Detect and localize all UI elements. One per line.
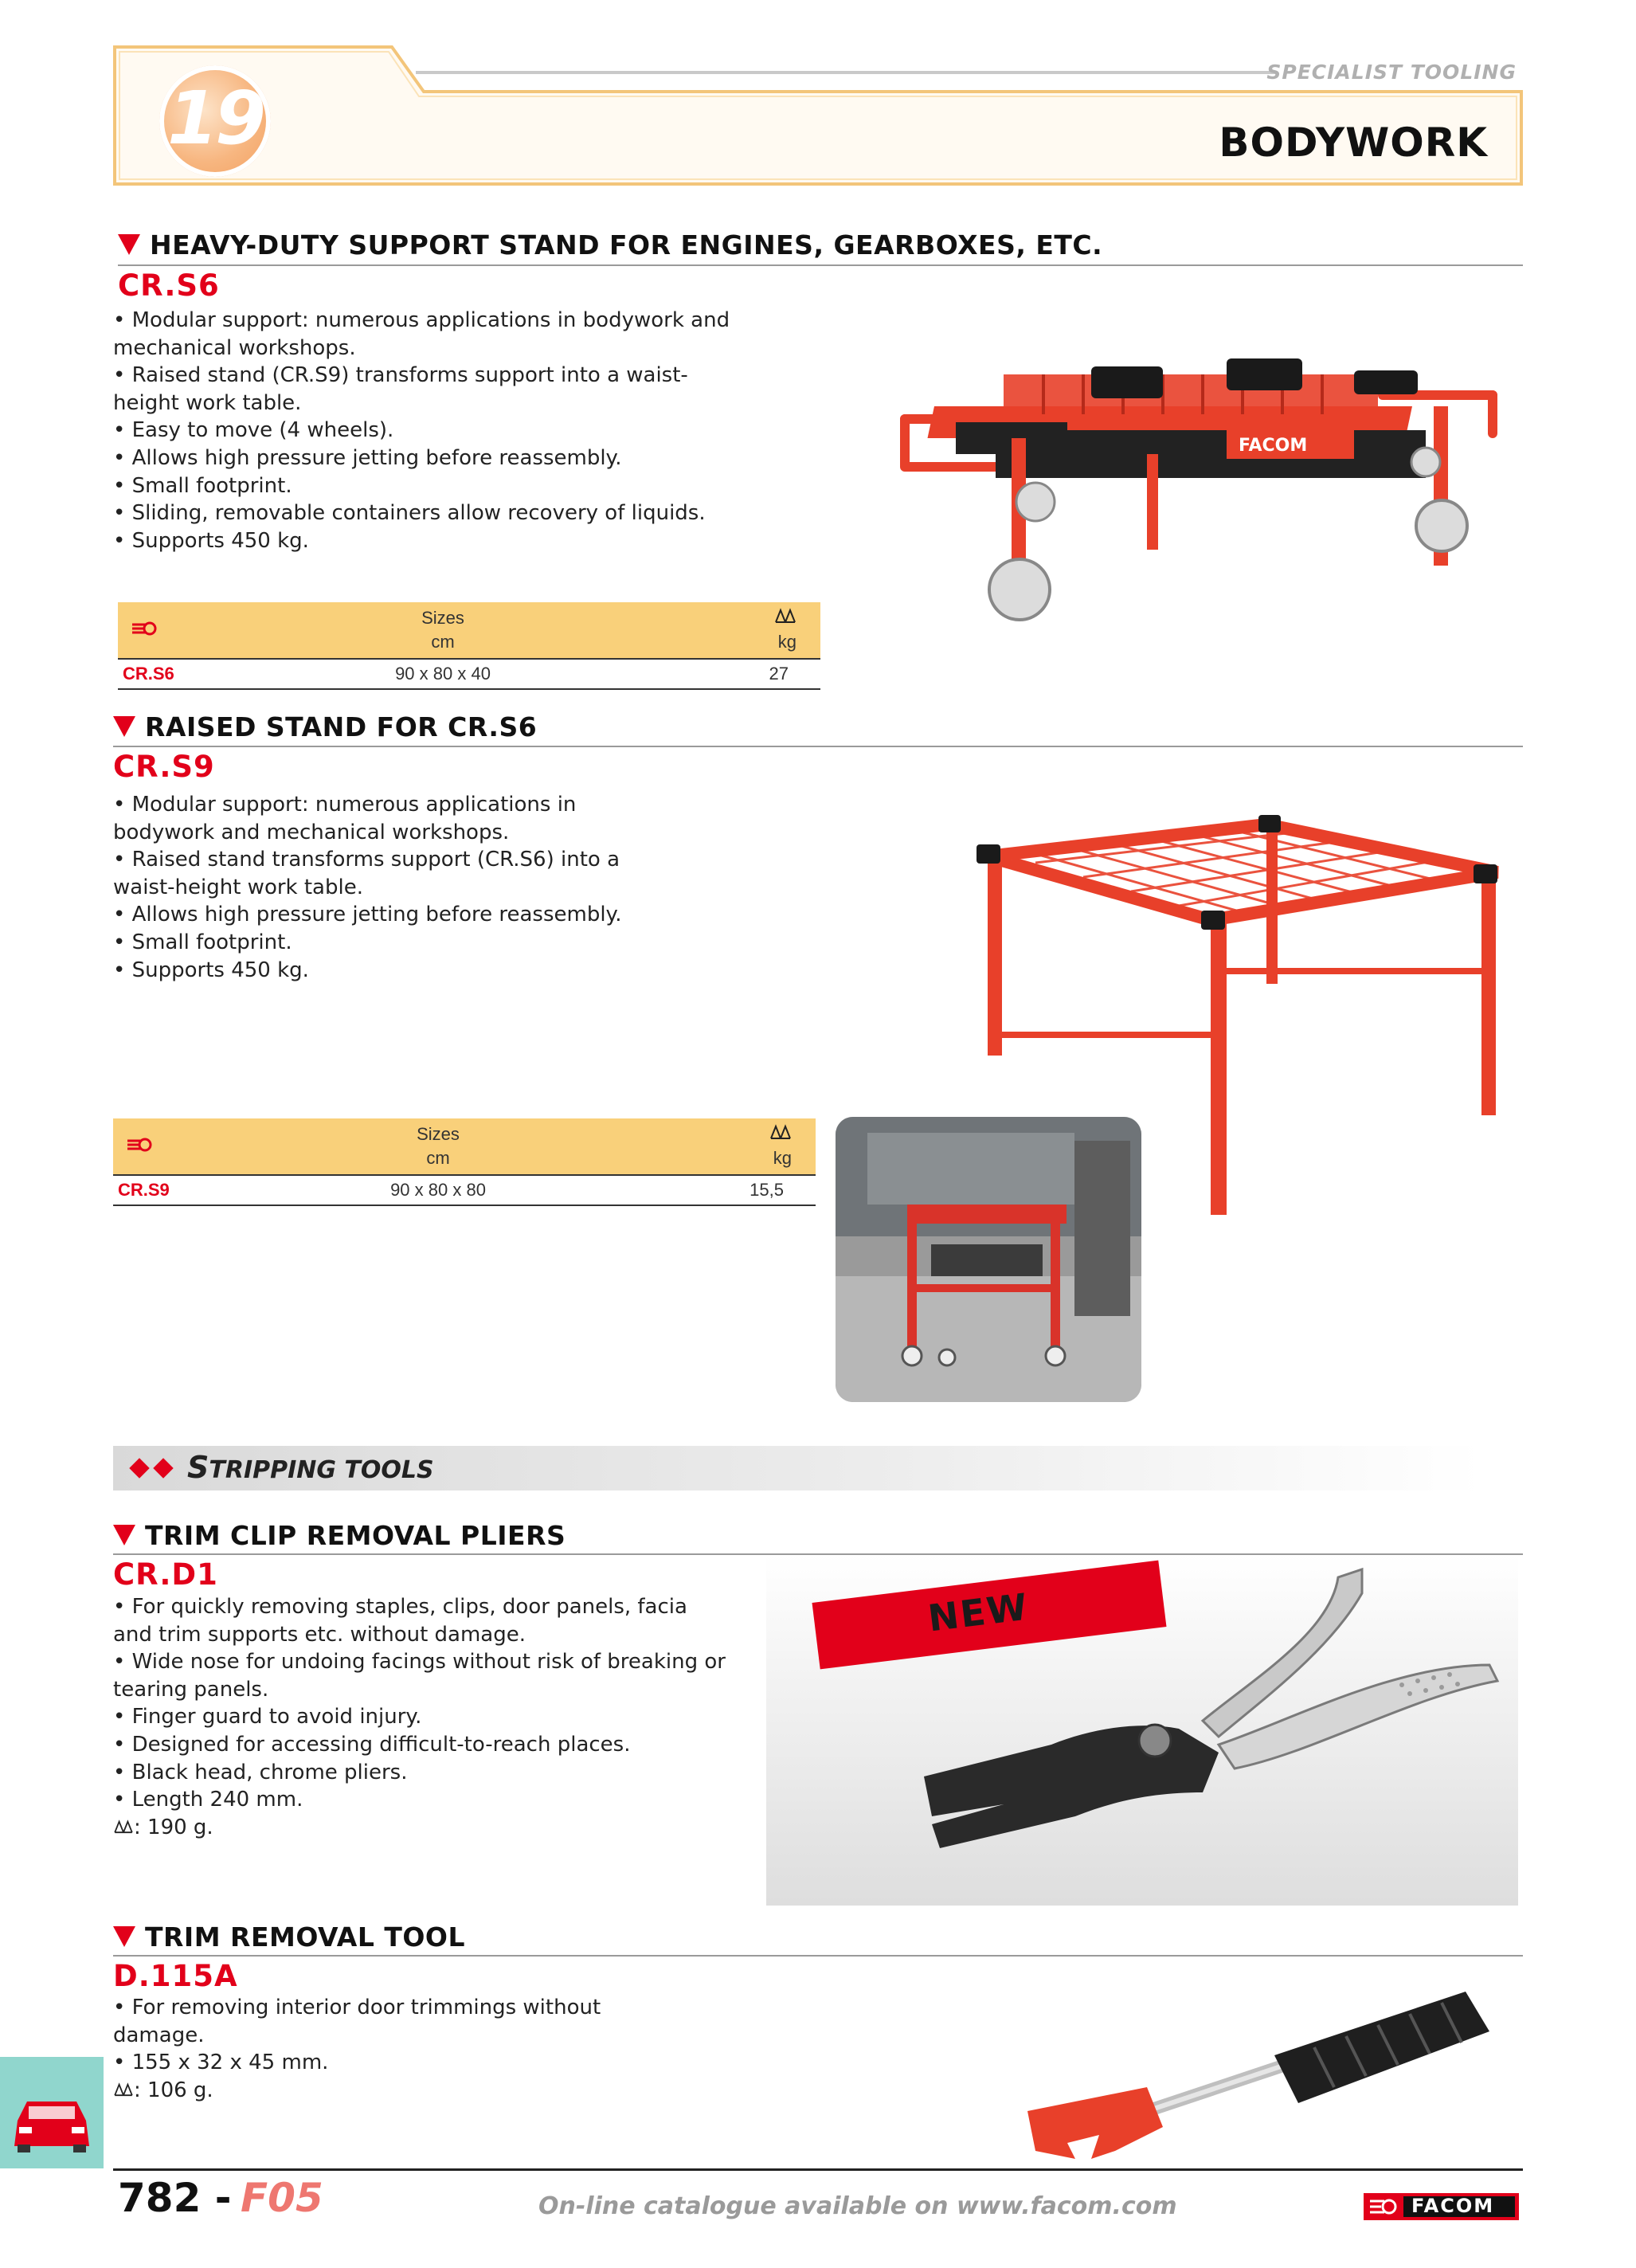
description-line: bodywork and mechanical workshops. [113,820,510,844]
product-title-crs6 [118,229,1102,260]
sizes-header [251,602,635,659]
row-size: 90 x 80 x 80 [246,1175,630,1205]
weight-header [630,1118,816,1175]
product-title-text: HEAVY-DUTY SUPPORT STAND FOR ENGINES, GEARBOXES, ETC. [150,229,1103,260]
triangle-bullet-icon [113,1525,135,1545]
product-ref: CR.S6 [118,268,220,303]
description-line: • Length 240 mm. [113,1788,303,1812]
product-title-text: TRIM CLIP REMOVAL PLIERS [145,1520,566,1551]
description-line: • Black head, chrome pliers. [113,1760,408,1784]
product-title-crd1 [113,1520,566,1551]
trim-removal-tool-image [1020,1992,1497,2167]
row-reference: CR.S9 [113,1175,246,1205]
row-reference: CR.S6 [118,659,251,689]
description-line: • Designed for accessing difficult-to-reach places. [113,1732,631,1757]
triangle-bullet-icon [113,716,135,737]
section-title: BODYWORK [1219,119,1488,166]
product-title-text: TRIM REMOVAL TOOL [145,1921,465,1953]
weight-line [113,1814,726,1842]
description-line: • Allows high pressure jetting before reassembly. [113,903,622,927]
page-code: F05 [241,2175,323,2221]
weight-scale-icon [113,1819,134,1834]
support-stand-image [884,343,1505,629]
weight-scale-icon [769,1124,792,1140]
product-title-text: RAISED STAND FOR CR.S6 [145,711,538,742]
sizes-header-unit: cm [431,632,455,652]
sizes-header-unit: cm [426,1148,450,1168]
weight-header-unit: kg [773,1148,792,1168]
workshop-photo [836,1117,1141,1402]
description-line: • Modular support: numerous applications in [113,793,577,817]
sizes-header-label: Sizes [417,1124,460,1144]
description-line: • Small footprint. [113,473,292,498]
reference-header [118,602,251,659]
description-line: • 155 x 32 x 45 mm. [113,2051,329,2075]
heading-rest: TRIPPING TOOLS [209,1456,434,1484]
row-weight: 15,5 [630,1175,816,1205]
description-line: • Easy to move (4 wheels). [113,418,394,443]
facom-reference-icon [126,1138,153,1152]
sizes-header [246,1118,630,1175]
weight-value: : 190 g. [134,1815,213,1839]
weight-scale-icon [774,608,796,624]
description-line: waist-height work table. [113,875,363,899]
row-size: 90 x 80 x 40 [251,659,635,689]
weight-header [635,602,820,659]
description-line: tearing panels. [113,1677,269,1702]
spec-table-crs6 [118,602,820,690]
divider [118,264,1523,266]
weight-header-unit: kg [777,632,796,652]
product-ref: CR.S9 [113,750,215,784]
triangle-bullet-icon [118,234,140,255]
description-line: mechanical workshops. [113,335,356,360]
description-line: • For removing interior door trimmings without [113,1996,601,2019]
triangle-bullet-icon [113,1926,135,1947]
category-label: SPECIALIST TOOLING [1266,61,1517,84]
facom-reference-icon [131,621,158,636]
weight-scale-icon [113,2082,134,2097]
description-line: • Sliding, removable containers allow recovery of liquids. [113,501,706,526]
product-title-d115a [113,1921,465,1953]
description-line: damage. [113,2023,205,2047]
product-ref: CR.D1 [113,1557,218,1592]
weight-value: : 106 g. [134,2078,213,2102]
description-line: and trim supports etc. without damage. [113,1622,526,1647]
footer-divider [113,2168,1523,2171]
product-description [113,1593,726,1841]
reference-header [113,1118,246,1175]
row-weight: 27 [635,659,820,689]
description-line: • Modular support: numerous applications in bodywork and [113,308,730,332]
description-line: • For quickly removing staples, clips, door panels, facia [113,1595,687,1619]
description-line: • Finger guard to avoid injury. [113,1705,422,1729]
sizes-header-label: Sizes [421,608,464,628]
chapter-side-tab [0,2057,104,2168]
svg-text:FACOM: FACOM [1239,436,1308,456]
description-line: • Small footprint. [113,930,292,954]
page-separator: - [214,2175,232,2221]
product-title-crs9 [113,711,537,742]
page-number-value: 782 [118,2175,202,2221]
product-description [113,307,730,554]
product-ref: D.115A [113,1959,238,1993]
facom-logo [1364,2193,1519,2220]
page-number [118,2175,232,2221]
chapter-number: 19 [166,76,264,161]
car-icon [0,2057,104,2168]
description-line: height work table. [113,390,302,415]
weight-line [113,2077,601,2105]
table-row [118,659,820,689]
description-line: • Wide nose for undoing facings without risk of breaking or [113,1650,726,1675]
trim-clip-pliers-image [916,1561,1505,1856]
facom-logo-text: FACOM [1411,2195,1495,2217]
table-row [113,1175,816,1205]
description-line: • Supports 450 kg. [113,528,309,553]
product-description [113,791,622,984]
description-line: • Raised stand (CR.S9) transforms support into a waist- [113,363,688,388]
spec-table-crs9 [113,1118,816,1206]
product-description [113,1994,601,2104]
new-badge-label: NEW [926,1584,1031,1640]
heading-initial: S [187,1450,209,1485]
description-line: • Allows high pressure jetting before reassembly. [113,445,622,470]
divider [113,746,1523,747]
catalogue-link-text[interactable]: On-line catalogue available on www.facom.com [538,2192,1177,2220]
description-line: • Raised stand transforms support (CR.S6) into a [113,848,620,872]
divider [113,1955,1523,1957]
stripping-tools-heading [187,1450,434,1485]
description-line: • Supports 450 kg. [113,958,309,982]
